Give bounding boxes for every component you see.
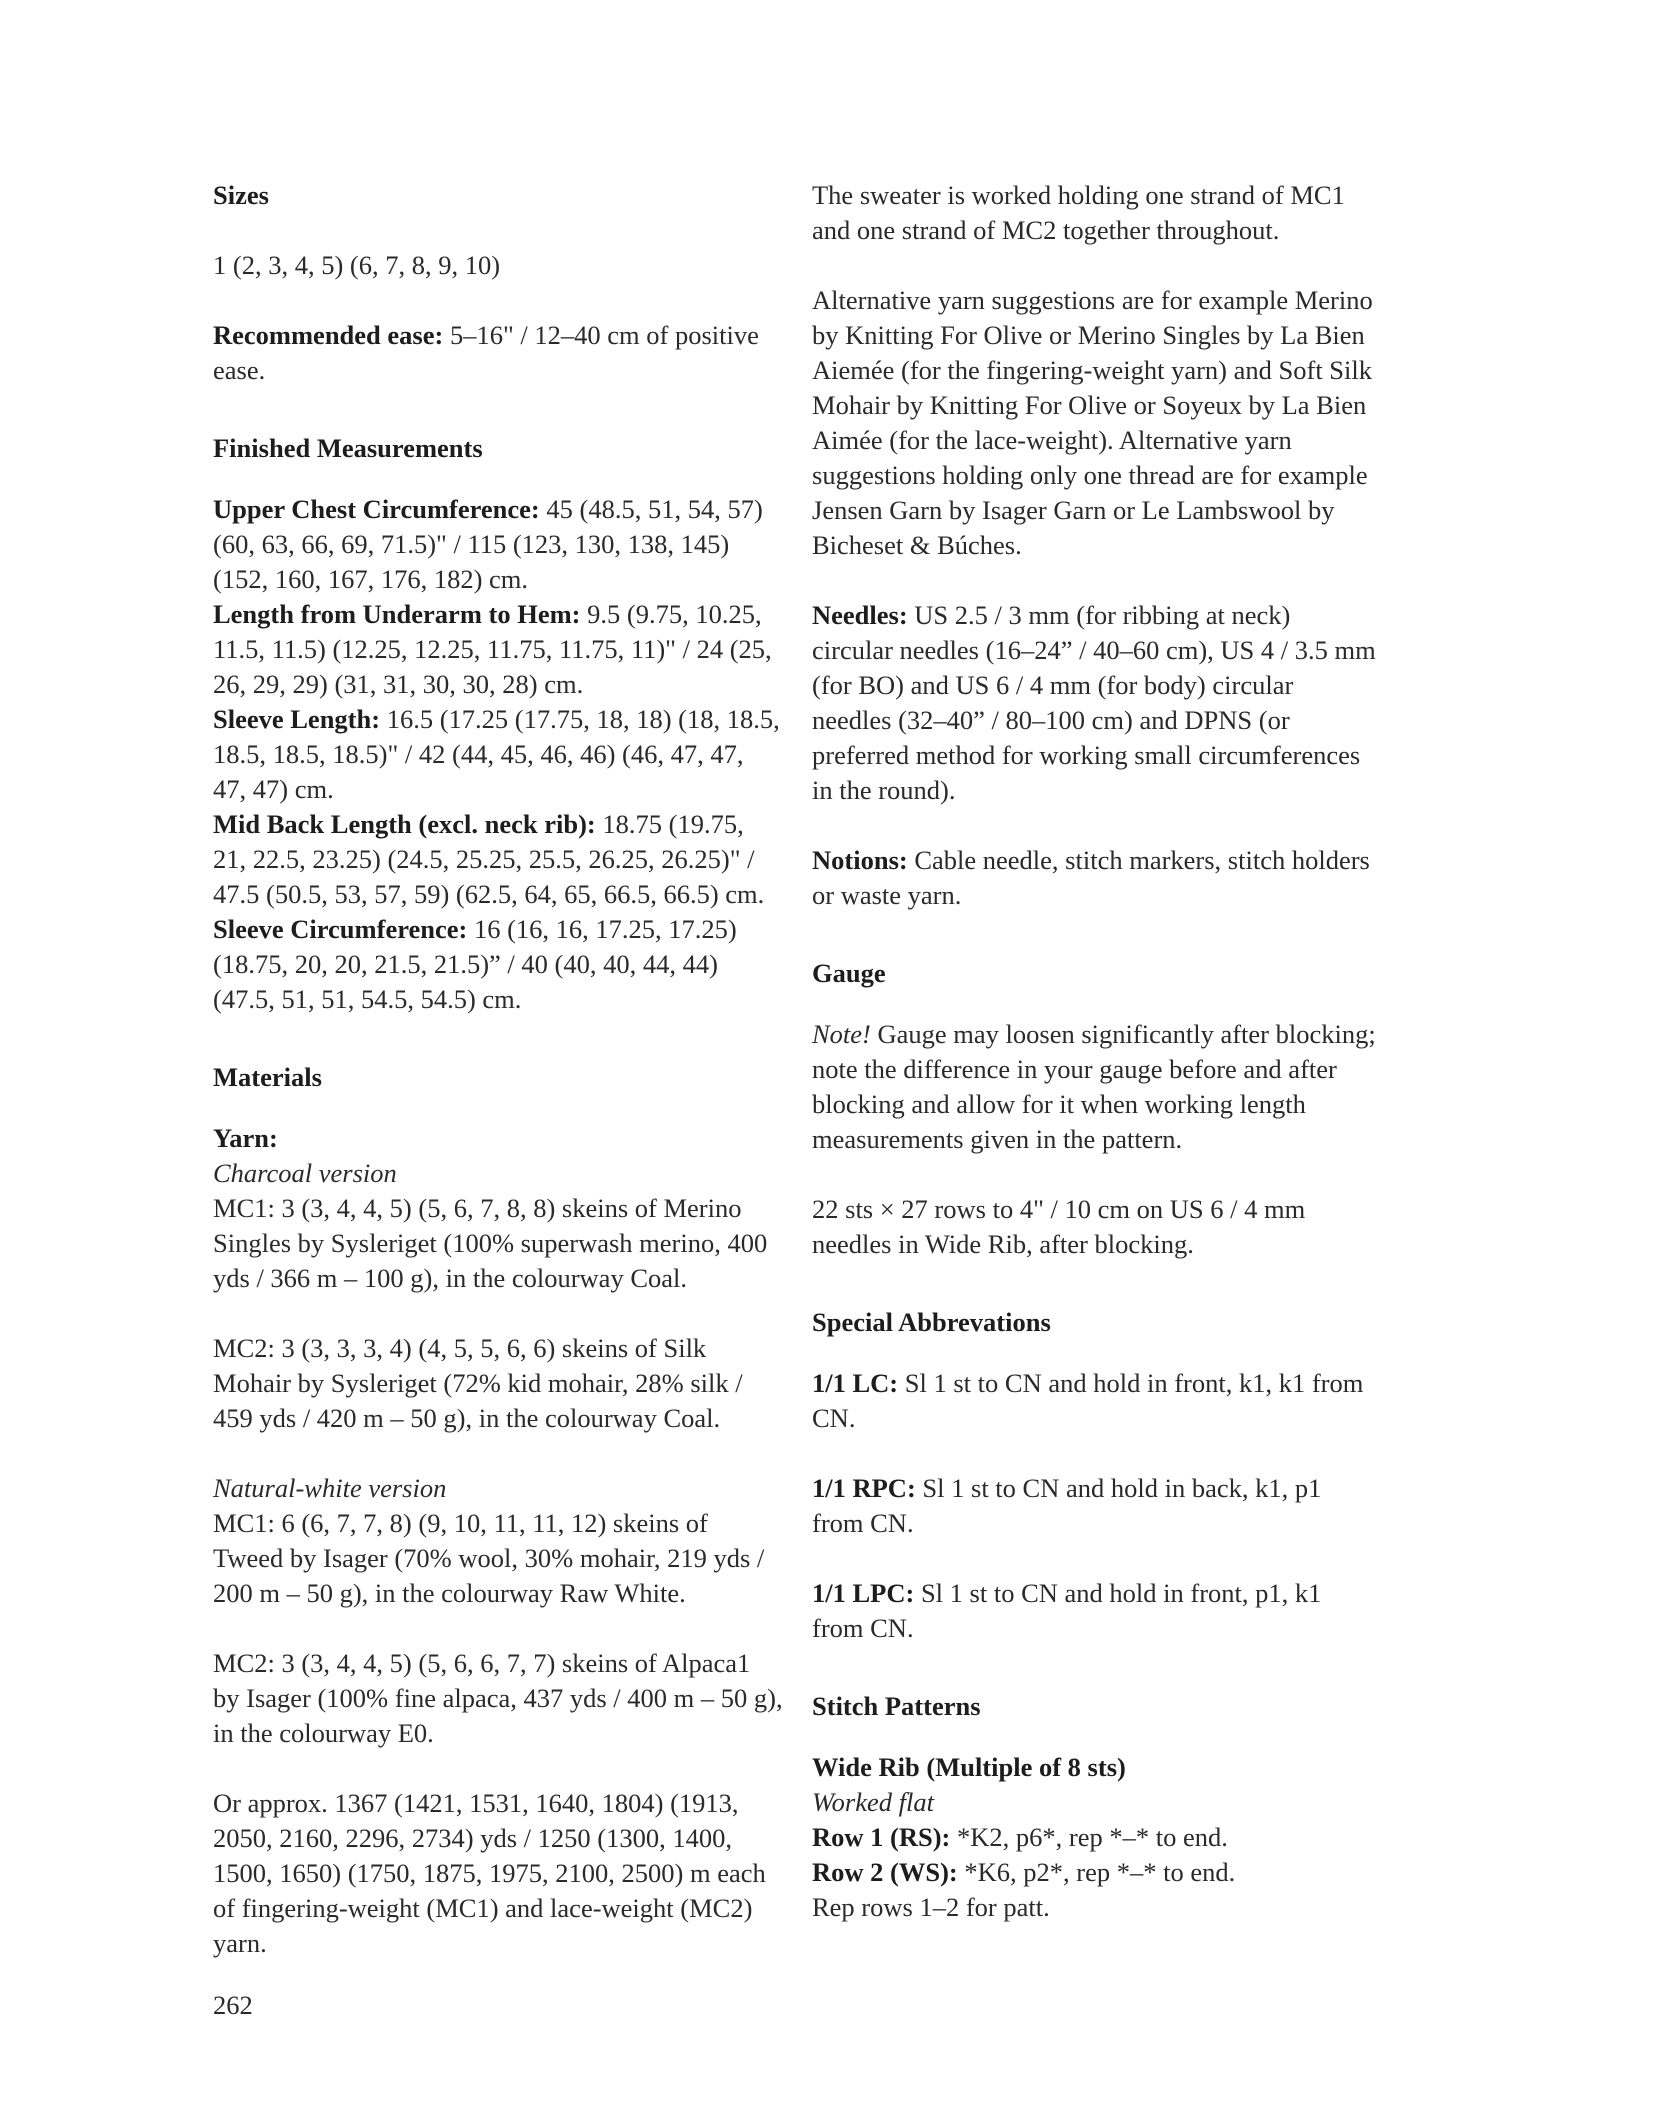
rpc-text: Sl 1 st to CN and hold in back, k1, p1 from CN. [812,1473,1322,1538]
abbrev-rpc [812,1471,1377,1541]
worked-flat-label: Worked flat [812,1787,934,1817]
length-text: 9.5 (9.75, 10.25, 11.5, 11.5) (12.25, 12.25, 11.75, 11.75, 11)" / 24 (25, 26, 29, 29) (31, 31, 30, 30, 28) cm. [213,599,772,699]
materials-heading: Materials [213,1062,322,1092]
abbrev-lc [812,1366,1377,1436]
length-label: Length from Underarm to Hem: [213,599,581,629]
natural-mc2: MC2: 3 (3, 4, 4, 5) (5, 6, 6, 7, 7) skeins of Alpaca1 by Isager (100% fine alpaca, 437 yds / 400 m – 50 g), in the colourway E0. [213,1648,783,1748]
row1-text: *K2, p6*, rep *–* to end. [950,1822,1228,1852]
stitch-patterns-heading: Stitch Patterns [812,1691,981,1721]
sizes-heading: Sizes [213,180,269,210]
row1-label: Row 1 (RS): [812,1822,951,1852]
sleeve-length-text: 16.5 (17.25 (17.75, 18, 18) (18, 18.5, 18.5, 18.5, 18.5)" / 42 (44, 45, 46, 46) (46, 47, 47, 47, 47) cm. [213,704,780,804]
gauge-note [812,1017,1377,1157]
needles [812,598,1377,808]
length-underarm-to-hem [213,597,783,702]
sleeve-circ-label: Sleeve Circumference: [213,914,468,944]
row2-text: *K6, p2*, rep *–* to end. [957,1857,1236,1887]
sleeve-length [213,702,783,807]
row2-label: Row 2 (WS): [812,1857,958,1887]
recommended-ease [213,318,783,388]
left-column [213,178,783,1961]
upper-chest-circumference [213,492,783,597]
natural-white-version-label: Natural-white version [213,1473,447,1503]
page-number: 262 [213,1990,253,2020]
gauge-note-label: Note! [812,1019,871,1049]
lpc-text: Sl 1 st to CN and hold in front, p1, k1 from CN. [812,1578,1322,1643]
lpc-label: 1/1 LPC: [812,1578,915,1608]
abbrev-lpc [812,1576,1377,1646]
lc-label: 1/1 LC: [812,1368,899,1398]
ease-label: Recommended ease: [213,320,444,350]
needles-label: Needles: [812,600,908,630]
wide-rib-label: Wide Rib (Multiple of 8 sts) [812,1752,1126,1782]
notions-label: Notions: [812,845,908,875]
gauge-note-text: Gauge may loosen significantly after blocking; note the difference in your gauge before and after blocking and allow for it when working length measurements given in the pattern. [812,1019,1376,1154]
held-together-note: The sweater is worked holding one strand of MC1 and one strand of MC2 together throughout. [812,180,1345,245]
notions-text: Cable needle, stitch markers, stitch holders or waste yarn. [812,845,1370,910]
charcoal-mc2: MC2: 3 (3, 3, 3, 4) (4, 5, 5, 6, 6) skeins of Silk Mohair by Sysleriget (72% kid mohair, 28% silk / 459 yds / 420 m – 50 g), in the colourway Coal. [213,1333,743,1433]
sleeve-circumference [213,912,783,1017]
gauge-heading: Gauge [812,958,886,988]
natural-mc1: MC1: 6 (6, 7, 7, 8) (9, 10, 11, 11, 12) skeins of Tweed by Isager (70% wool, 30% mohair, 219 yds / 200 m – 50 g), in the colourway Raw White. [213,1508,765,1608]
alternative-yarns: Alternative yarn suggestions are for example Merino by Knitting For Olive or Merino Singles by La Bien Aiemée (for the fingering-weight yarn) and Soft Silk Mohair by Knitting For Olive or Soyeux by La Bien Aimée (for the lace-weight). Alternative yarn suggestions holding only one thread are for example Jensen Garn by Isager Garn or Le Lambswool by Bicheset & Búches. [812,285,1373,560]
upper-chest-text: 45 (48.5, 51, 54, 57) (60, 63, 66, 69, 71.5)" / 115 (123, 130, 138, 145) (152, 160, 167, 176, 182) cm. [213,494,763,594]
sleeve-length-label: Sleeve Length: [213,704,381,734]
sizes-text: 1 (2, 3, 4, 5) (6, 7, 8, 9, 10) [213,250,501,280]
right-column [812,178,1377,1925]
lc-text: Sl 1 st to CN and hold in front, k1, k1 from CN. [812,1368,1364,1433]
sleeve-circ-text: 16 (16, 16, 17.25, 17.25) (18.75, 20, 20, 21.5, 21.5)” / 40 (40, 40, 44, 44) (47.5, 51, 51, 54.5, 54.5) cm. [213,914,737,1014]
charcoal-version-label: Charcoal version [213,1158,397,1188]
notions [812,843,1377,913]
mid-back-length [213,807,783,912]
row-1 [812,1820,1377,1855]
special-abbreviations-heading: Special Abbrevations [812,1307,1051,1337]
upper-chest-label: Upper Chest Circumference: [213,494,540,524]
charcoal-mc1: MC1: 3 (3, 4, 4, 5) (5, 6, 7, 8, 8) skeins of Merino Singles by Sysleriget (100% superwash merino, 400 yds / 366 m – 100 g), in the colourway Coal. [213,1193,768,1293]
row-2 [812,1855,1377,1890]
approx-yardage: Or approx. 1367 (1421, 1531, 1640, 1804) (1913, 2050, 2160, 2296, 2734) yds / 1250 (1300, 1400, 1500, 1650) (1750, 1875, 1975, 2100, 2500) m each of fingering-weight (MC1) and lace-weight (MC2) yarn. [213,1788,766,1958]
repeat-rows: Rep rows 1–2 for patt. [812,1892,1050,1922]
mid-back-label: Mid Back Length (excl. neck rib): [213,809,596,839]
rpc-label: 1/1 RPC: [812,1473,916,1503]
yarn-label: Yarn: [213,1123,278,1153]
finished-measurements-heading: Finished Measurements [213,433,483,463]
gauge-text: 22 sts × 27 rows to 4" / 10 cm on US 6 / 4 mm needles in Wide Rib, after blocking. [812,1194,1306,1259]
mid-back-text: 18.75 (19.75, 21, 22.5, 23.25) (24.5, 25.25, 25.5, 26.25, 26.25)" / 47.5 (50.5, 53, 57, 59) (62.5, 64, 65, 66.5, 66.5) cm. [213,809,765,909]
ease-text: 5–16" / 12–40 cm of positive ease. [213,320,759,385]
needles-text: US 2.5 / 3 mm (for ribbing at neck) circular needles (16–24” / 40–60 cm), US 4 / 3.5 mm (for BO) and US 6 / 4 mm (for body) circular needles (32–40” / 80–100 cm) and DPNS (or preferred method for working small circumferences in the round). [812,600,1376,805]
